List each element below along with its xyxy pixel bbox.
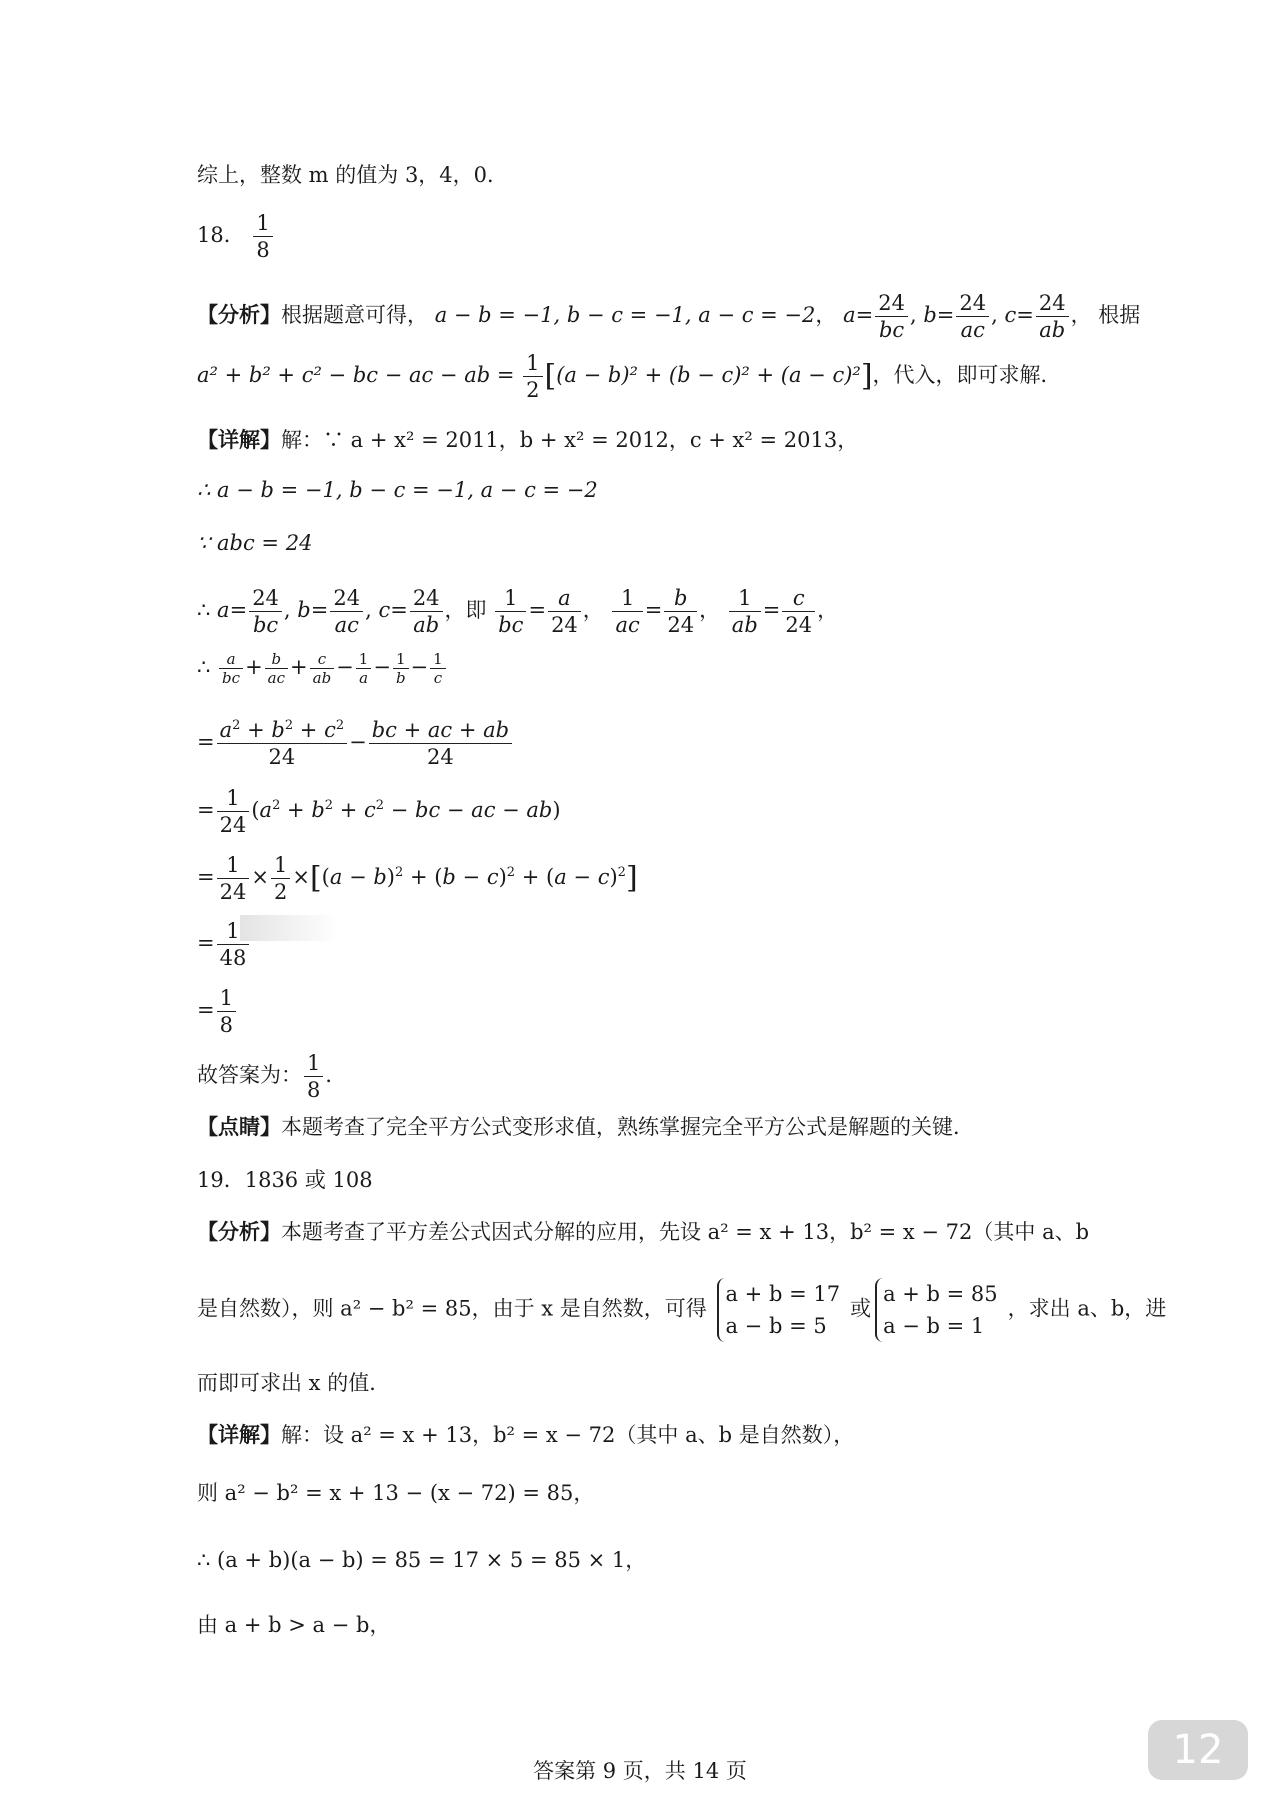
fenxi-tag: 【分析】 xyxy=(197,303,281,327)
step-1: = $\frac{a^2 + b^2 + c^2}{24}$ − $\frac{bc + ac + ab}{24}$ xyxy=(197,717,514,770)
dianjing-line xyxy=(197,1112,974,1142)
identity-rhs: (a − b)² + (b − c)² + (a − c)² xyxy=(556,363,861,387)
f19-line-3: 而即可求出 x 的值． xyxy=(197,1371,391,1395)
page-footer: 答案第 9 页，共 14 页 xyxy=(533,1759,747,1783)
x19-tag: 【详解】 xyxy=(197,1423,281,1447)
q18-answer xyxy=(197,210,275,263)
f19-text2a: 是自然数），则 a² − b² = 85，由于 x 是自然数，可得 xyxy=(197,1296,707,1321)
x19-line-2: 则 a² − b² = x + 13 − (x − 72) = 85， xyxy=(197,1481,595,1505)
x19-line-1 xyxy=(197,1420,854,1450)
identity-line: a² + b² + c² − bc − ac − ab = $\frac{1}{2}$ [(a − b)² + (b − c)² + (a − c)²]，代入，即可求解． xyxy=(197,351,1062,402)
genju-text: 根据 xyxy=(1098,303,1141,327)
dianjing-text: 本题考查了完全平方公式变形求值，熟练掌握完全平方公式是解题的关键． xyxy=(281,1115,974,1139)
fenxi-line-1: 【分析】根据题意可得， a − b = −1, b − c = −1, a − c = −2， a= $\frac{24}{bc}$ , b= $\frac{24}{ac}$ , c= $\frac{24}{ab}$ ， 根据 xyxy=(197,291,1141,342)
identity-lhs: a² + b² + c² − bc − ac − ab = xyxy=(197,363,515,387)
system-1: a + b = 17 a − b = 5 xyxy=(717,1278,846,1342)
huo-text: 或 xyxy=(850,1296,872,1321)
reciprocal-line: ∴ a= $\frac{24}{bc}$ , b= $\frac{24}{ac}$ , c= $\frac{24}{ab}$ ，即 $\frac{1}{bc}$ = $\frac{a}{24}$ ， $\frac{1}{ac}$ = $\frac{b}{24}$ ， $\frac{1}{ab}$ = $\frac{c}{24}$ ， xyxy=(197,586,839,637)
q18-number: 18． xyxy=(197,223,245,247)
fenxi-text: 根据题意可得， xyxy=(281,303,428,327)
line-summary: 综上，整数 m 的值为 3，4，0． xyxy=(197,163,509,187)
final-answer-line: 故答案为： $\frac{1}{8}$ ． xyxy=(197,1051,347,1102)
f19-tag: 【分析】 xyxy=(197,1220,281,1244)
x19-line-4: 由 a + b > a − b， xyxy=(197,1613,391,1637)
scan-smear xyxy=(240,915,340,941)
dianjing-tag: 【点睛】 xyxy=(197,1115,281,1139)
xiangjie-tag: 【详解】 xyxy=(197,428,281,452)
x19-line-3: ∴ (a + b)(a − b) = 85 = 17 × 5 = 85 × 1， xyxy=(197,1548,647,1572)
system-2: a + b = 85 a − b = 1 xyxy=(875,1278,1004,1342)
q19-answer: 19．1836 或 108 xyxy=(197,1168,373,1192)
f19-text2b: ，求出 a、b，进 xyxy=(1007,1296,1167,1321)
page-number-badge[interactable]: 12 xyxy=(1148,1720,1248,1780)
because-abc-line: ∵ abc = 24 xyxy=(197,531,313,555)
fraction-1-8: $\frac{1}{8}$ xyxy=(253,210,272,263)
step-3: = $\frac{1}{24}$ × $\frac{1}{2}$ $\times[(a - b)^2 + (b - c)^2 + (a - c)^2]$ xyxy=(197,853,638,904)
guda-text: 故答案为： xyxy=(197,1063,302,1087)
step-4: = $\frac{1}{48}$ xyxy=(197,918,251,971)
x19-text: 解：设 a² = x + 13，b² = x − 72（其中 a、b 是自然数）， xyxy=(281,1423,855,1447)
daiyu-text: ，代入，即可求解． xyxy=(872,363,1062,387)
f19-text: 本题考查了平方差公式因式分解的应用，先设 a² = x + 13，b² = x − 72（其中 a、b xyxy=(281,1220,1090,1244)
step-5: = $\frac{1}{8}$ xyxy=(197,985,238,1038)
step-2: = $\frac{1}{24}$ ($a^2 + b^2 + c^2$ − bc − ac − ab) xyxy=(197,786,561,837)
xiangjie-text: 解：∵ a + x² = 2011，b + x² = 2012，c + x² = 2013， xyxy=(281,428,859,452)
f19-line-2 xyxy=(197,1278,1166,1342)
xiangjie-line xyxy=(197,425,858,455)
f19-line-1 xyxy=(197,1217,1089,1247)
therefore-line-1: ∴ a − b = −1, b − c = −1, a − c = −2 xyxy=(197,478,598,502)
sum-line: ∴ $\frac{a}{bc}$ + $\frac{b}{ac}$ + $\frac{c}{ab}$ − $\frac{1}{a}$ − $\frac{1}{b}$ − $\frac{1}{c}$ xyxy=(197,650,448,687)
fenxi-equations: a − b = −1, b − c = −1, a − c = −2 xyxy=(434,303,816,327)
